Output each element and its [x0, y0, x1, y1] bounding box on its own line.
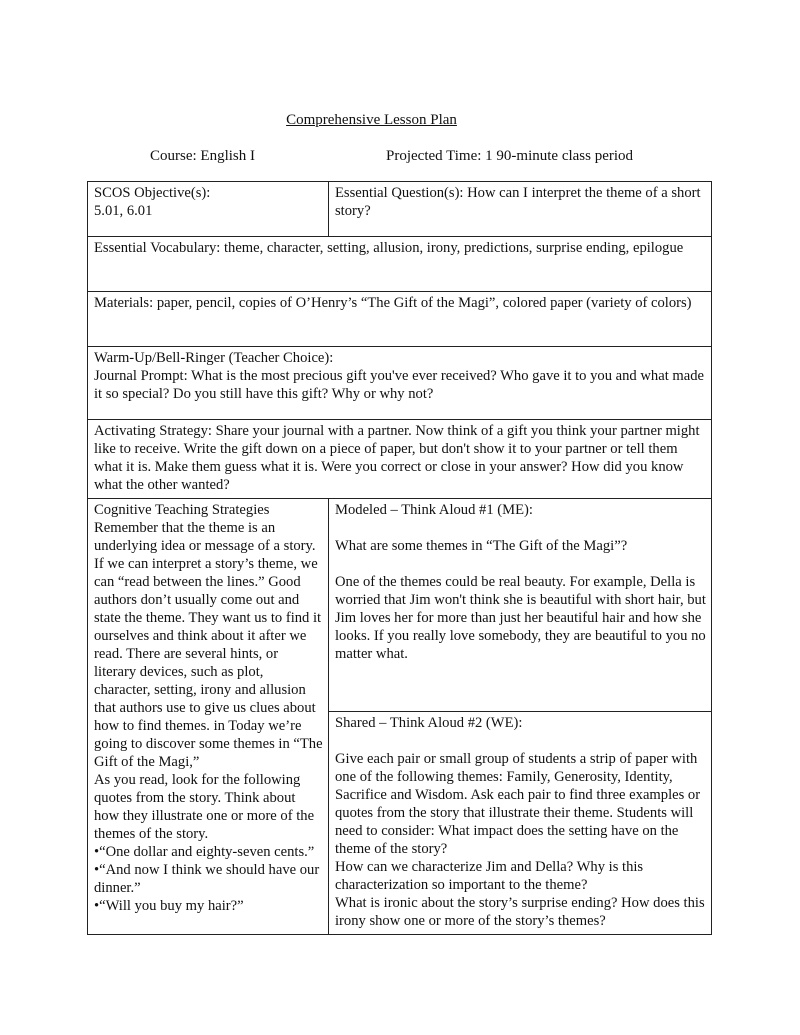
- shared-cell: [329, 712, 712, 935]
- strategy-row: [88, 499, 712, 712]
- quote-item: • “One dollar and eighty-seven cents.”: [94, 843, 323, 861]
- modeled-heading: Modeled – Think Aloud #1 (ME):: [335, 502, 533, 518]
- modeled-question: What are some themes in “The Gift of the Magi”?: [335, 538, 628, 554]
- objectives-label: SCOS Objective(s):: [94, 185, 211, 201]
- quote-item: • “And now I think we should have our dinner.”: [94, 861, 323, 897]
- lesson-plan-table: [87, 181, 712, 935]
- course-label: Course: English I: [150, 148, 255, 164]
- warm-up-row: [88, 347, 712, 420]
- vocabulary-cell: Essential Vocabulary: theme, character, setting, allusion, irony, predictions, surprise ending, epilogue: [88, 237, 712, 292]
- modeled-answer: One of the themes could be real beauty. For example, Della is worried that Jim won't think she is beautiful with short hair, but Jim loves her for more than just her beautiful hair and how she looks. If you really love somebody, they are beautiful to you no matter what.: [335, 574, 706, 662]
- objectives-cell: [88, 182, 329, 237]
- quote-list: [94, 843, 323, 915]
- objectives-row: [88, 182, 712, 237]
- projected-time-label: Projected Time: 1 90-minute class period: [386, 148, 634, 164]
- shared-body: Give each pair or small group of students a strip of paper with one of the following themes: Family, Generosity, Identity, Sacrifice and Wisdom. Ask each pair to find three examples or quotes from the story that illustrate their theme. Students will need to consider: What impact does the setting have on the theme of the story?: [335, 751, 701, 857]
- shared-question-irony: What is ironic about the story’s surprise ending? How does this irony show one or more of the story’s themes?: [335, 895, 705, 929]
- cognitive-heading: Cognitive Teaching Strategies: [94, 502, 270, 518]
- activating-strategy-row: [88, 420, 712, 499]
- objectives-value: 5.01, 6.01: [94, 203, 153, 219]
- warm-up-label: Warm-Up/Bell-Ringer (Teacher Choice):: [94, 350, 334, 366]
- shared-question-characterize: How can we characterize Jim and Della? Why is this characterization so important to the theme?: [335, 859, 644, 893]
- materials-cell: Materials: paper, pencil, copies of O’Henry’s “The Gift of the Magi”, colored paper (variety of colors): [88, 292, 712, 347]
- page-title: Comprehensive Lesson Plan: [286, 112, 457, 128]
- warm-up-cell: [88, 347, 712, 420]
- vocabulary-row: [88, 237, 712, 292]
- shared-heading: Shared – Think Aloud #2 (WE):: [335, 715, 523, 731]
- modeled-cell: [329, 499, 712, 712]
- quote-item: • “Will you buy my hair?”: [94, 897, 323, 915]
- cognitive-instruction: As you read, look for the following quotes from the story. Think about how they illustrate one or more of the themes of the story.: [94, 772, 315, 842]
- cognitive-strategies-cell: [88, 499, 329, 935]
- essential-question-cell: Essential Question(s): How can I interpret the theme of a short story?: [329, 182, 712, 237]
- journal-prompt: Journal Prompt: What is the most precious gift you've ever received? Who gave it to you and what made it so special? Do you still have this gift? Why or why not?: [94, 368, 705, 402]
- materials-row: [88, 292, 712, 347]
- activating-strategy-cell: Activating Strategy: Share your journal with a partner. Now think of a gift you think your partner might like to receive. Write the gift down on a piece of paper, but don't show it to your partner or tell them what it is. Make them guess what it is. Were you correct or close in your answer? How did you know what the other wanted?: [88, 420, 712, 499]
- cognitive-body: Remember that the theme is an underlying idea or message of a story. If we can interpret a story’s theme, we can “read between the lines.” Good authors don’t usually come out and state the theme. They want us to find it ourselves and think about it after we read. There are several hints, or literary devices, such as plot, character, setting, irony and allusion that authors use to give us clues about how to find themes. in Today we’re going to discover some themes in “The Gift of the Magi,”: [94, 520, 323, 770]
